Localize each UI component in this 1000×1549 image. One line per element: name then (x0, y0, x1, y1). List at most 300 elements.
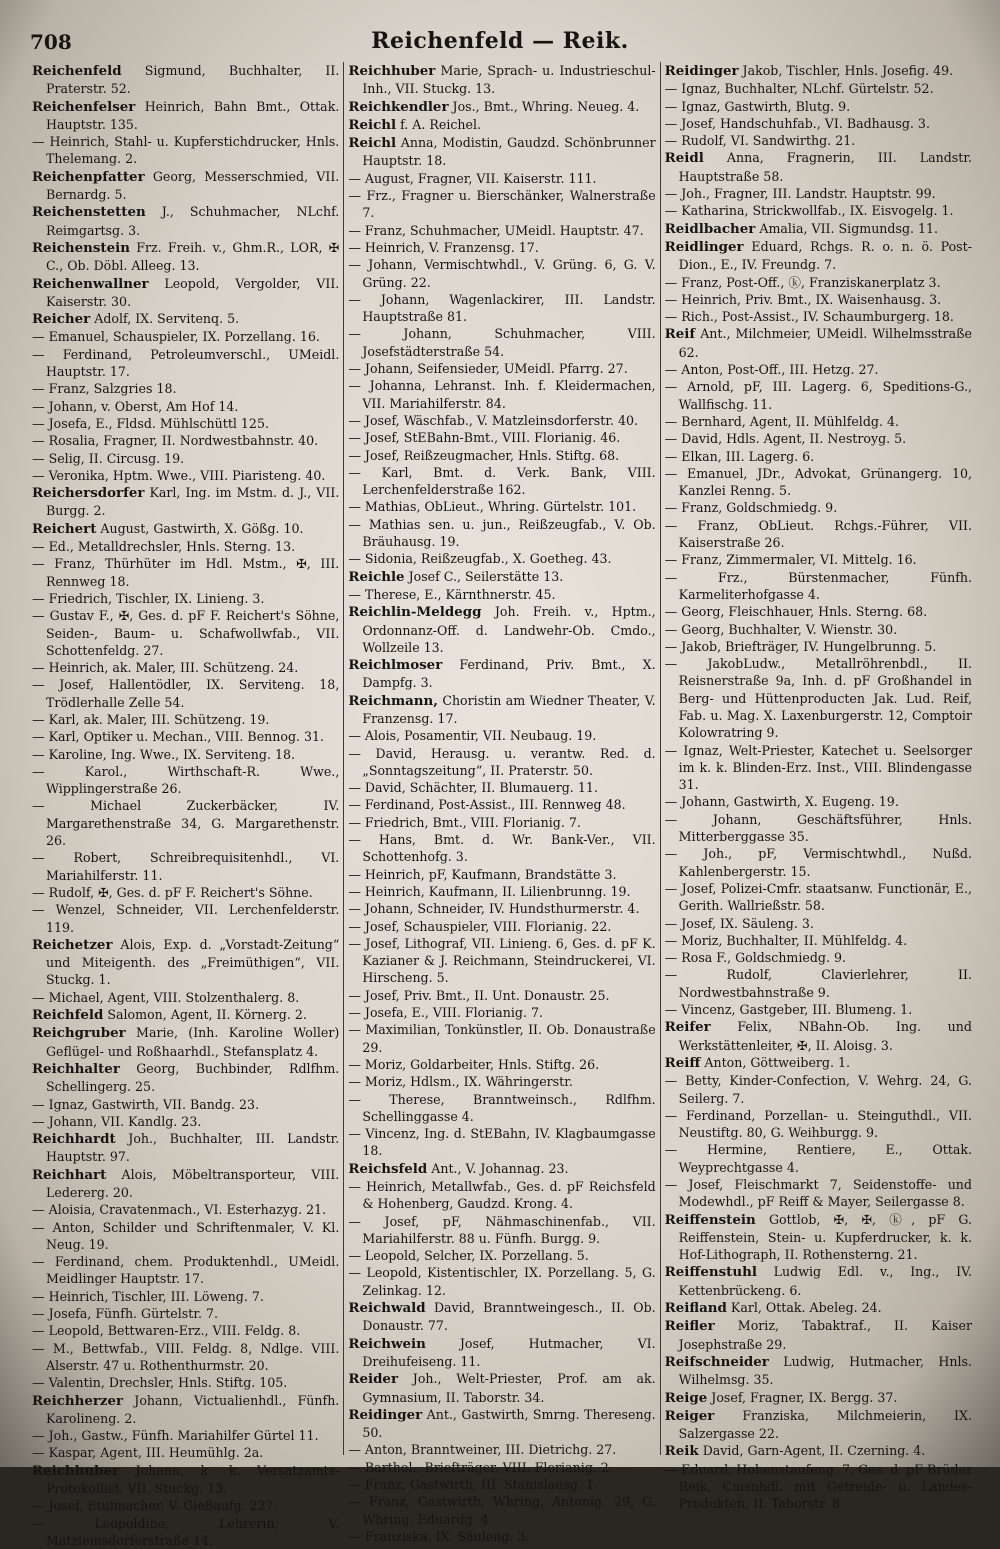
entry-surname: Reichhart (32, 1166, 107, 1183)
directory-entry (348, 603, 655, 656)
directory-entry (665, 378, 972, 413)
entry-text: — David, Hdls. Agent, II. Nestroyg. 5. (664, 431, 907, 447)
entry-text: — Wenzel, Schneider, VII. Lerchenfelderstr. 119. (32, 902, 340, 935)
directory-entry (665, 638, 972, 655)
entry-text: — Georg, Fleischhauer, Hnls. Sterng. 68. (664, 604, 928, 620)
entry-surname: Reichl (348, 135, 397, 152)
directory-entry (348, 1406, 655, 1442)
entry-text: — Josef, Handschuhfab., VI. Badhausg. 3. (664, 115, 930, 131)
entry-surname: Reiffenstein (664, 1211, 756, 1228)
entry-text: — Emanuel, JDr., Advokat, Grünangerg. 10, Kanzlei Renng. 5. (664, 465, 972, 499)
column-middle (343, 62, 659, 1544)
entry-surname: Reichenstetten (32, 204, 146, 221)
entry-surname: Reichl (348, 116, 397, 133)
directory-entry (665, 966, 972, 1001)
directory-entry (665, 98, 972, 115)
entry-text: — Josef, Wäschfab., V. Matzleinsdorferstr. 40. (348, 412, 638, 428)
entry-text: — Franz, Goldschmiedg. 9. (664, 500, 838, 516)
entry-text: Johann, Victualienhdl., Fünfh. Karolineng. 2. (46, 1392, 340, 1426)
entry-text: — Johann, Wagenlackirer, III. Landstr. Hauptstraße 81. (348, 291, 656, 325)
directory-entry (32, 1006, 339, 1024)
directory-entry (665, 949, 972, 966)
page-header (30, 28, 970, 62)
directory-entry (32, 849, 339, 884)
entry-text: — Ignaz, Gastwirth, VII. Bandg. 23. (32, 1096, 260, 1112)
directory-entry (32, 884, 339, 901)
entry-text: Amalia, VII. Sigmundsg. 11. (759, 220, 939, 236)
directory-entry (348, 1160, 655, 1178)
entry-text: — Heinrich, Stahl- u. Kupferstichdrucker, Hnls. Thelemang. 2. (32, 134, 340, 167)
directory-entry (665, 742, 972, 794)
directory-entry (665, 1389, 972, 1407)
directory-entry (665, 1211, 972, 1264)
entry-text: Eduard, Rchgs. R. o. n. ö. Post-Dion., E., IV. Freundg. 7. (678, 238, 972, 273)
entry-surname: Reidlinger (664, 238, 744, 255)
entry-surname: Reichenfelser (32, 98, 136, 115)
directory-entry (32, 1322, 339, 1339)
entry-text: — Heinrich, Kaufmann, II. Lilienbrunng. 19. (348, 883, 631, 899)
entry-text: — JakobLudw., Metallröhrenbdl., II. Reisnerstraße 9a, Inh. d. pF Großhandel in Berg- und Hüttenproducten Jak. Lud. Reif, Fab. u. Mag. X. Laxenburgerstr. 12, Comptoir Kolowratring 9. (664, 656, 972, 741)
directory-entry (32, 168, 339, 204)
entry-text: — Franziska, IX. Säuleng. 3. (348, 1528, 530, 1544)
directory-entry (32, 1201, 339, 1218)
entry-text: Anton, Göttweiberg. 1. (704, 1054, 851, 1070)
directory-entry (348, 1264, 655, 1299)
entry-text: — Josef, Hallentödler, IX. Serviteng. 18, Trödlerhalle Zelle 54. (32, 677, 340, 710)
directory-entry (665, 185, 972, 202)
directory-entry (665, 811, 972, 846)
entry-text: Josef, Fragner, IX. Bergg. 37. (711, 1389, 898, 1405)
directory-entry (348, 656, 655, 692)
entry-surname: Reidlbacher (664, 220, 756, 237)
entry-text: Karl, Ottak. Abeleg. 24. (730, 1300, 882, 1316)
entry-surname: Reichenpfatter (32, 168, 145, 185)
directory-entry (348, 1476, 655, 1493)
entry-surname: Reichetzer (32, 936, 113, 953)
directory-entry (32, 728, 339, 745)
entry-text: — Ignaz, Welt-Priester, Katechet u. Seelsorger im k. k. Blinden-Erz. Inst., VIII. Blindengasse 31. (664, 742, 972, 793)
directory-entry (665, 149, 972, 185)
directory-entry (32, 203, 339, 239)
directory-entry (348, 447, 655, 464)
entry-text: — Moriz, Buchhalter, II. Mühlfeldg. 4. (664, 932, 908, 948)
directory-entry (348, 239, 655, 256)
directory-entry (348, 814, 655, 831)
directory-entry (32, 467, 339, 484)
entry-text: — Ignaz, Buchhalter, NLchf. Gürtelstr. 52. (664, 81, 934, 97)
entry-surname: Reichhardt (32, 1131, 116, 1148)
directory-entry (32, 1374, 339, 1391)
directory-entry (665, 308, 972, 325)
directory-entry (348, 1091, 655, 1126)
entry-text: Frz. Freih. v., Ghm.R., LOR, ✠ C., Ob. Döbl. Alleeg. 13. (46, 239, 340, 274)
entry-surname: Reige (664, 1389, 708, 1406)
entry-text: — Sidonia, Reißzeugfab., X. Goetheg. 43. (348, 551, 612, 567)
entry-surname: Reidinger (348, 1406, 423, 1423)
entry-text: — Rosa F., Goldschmiedg. 9. (664, 950, 847, 966)
entry-text: Georg, Buchbinder, Rdlfhm. Schellingerg. 25. (46, 1060, 340, 1095)
entry-text: David, Garn-Agent, II. Czerning. 4. (702, 1443, 926, 1459)
directory-entry (348, 1370, 655, 1406)
directory-entry (348, 291, 655, 326)
entry-text: — Rich., Post-Assist., IV. Schaumburgerg. 18. (664, 309, 954, 325)
directory-entry (665, 430, 972, 447)
directory-entry (32, 275, 339, 311)
directory-entry (32, 763, 339, 798)
entry-text: — Leopoldine, Lehrerin, V. Matzleinsdorferstraße 14. (32, 1515, 340, 1548)
directory-entry (348, 796, 655, 813)
entry-text: — Johann, v. Oberst, Am Hof 14. (32, 398, 239, 414)
directory-entry (348, 360, 655, 377)
directory-entry (348, 1299, 655, 1335)
entry-text: J., Schuhmacher, NLchf. Reimgartsg. 3. (46, 204, 340, 238)
directory-entry (32, 1060, 339, 1096)
directory-entry (32, 346, 339, 381)
directory-entry (665, 1353, 972, 1389)
entry-text: Joh., Welt-Priester, Prof. am ak. Gymnasium, II. Taborstr. 34. (362, 1371, 656, 1405)
entry-text: — Joh., Fragner, III. Landstr. Hauptstr. 99. (664, 186, 936, 202)
entry-text: — Leopold, Bettwaren-Erz., VIII. Feldg. 8. (32, 1323, 301, 1339)
entry-text: — Johann, Schneider, IV. Hundsthurmerstr. 4. (348, 901, 640, 917)
entry-text: Sigmund, Buchhalter, II. Praterstr. 52. (46, 63, 340, 97)
directory-entry (32, 711, 339, 728)
entry-text: Marie, (Inh. Karoline Woller) Geflügel- und Roßhaarhdl., Stefansplatz 4. (46, 1025, 340, 1059)
directory-entry (348, 1528, 655, 1545)
entry-text: — Vincenz, Ing. d. StEBahn, IV. Klagbaumgasse 18. (348, 1126, 656, 1159)
directory-entry (348, 1021, 655, 1056)
directory-entry (348, 831, 655, 866)
directory-entry (665, 1407, 972, 1443)
entry-text: — Michael, Agent, VIII. Stolzenthalerg. 8. (32, 989, 300, 1005)
directory-entry (665, 1001, 972, 1018)
entry-text: — Valentin, Drechsler, Hnls. Stiftg. 105. (32, 1375, 288, 1391)
entry-surname: Reichlin-Meldegg (348, 604, 482, 621)
directory-entry (348, 256, 655, 291)
entry-text: — Rudolf, ✠, Ges. d. pF F. Reichert's Söhne. (32, 884, 313, 900)
directory-entry (348, 935, 655, 987)
entry-text: — Josefa, E., Fldsd. Mühlschüttl 125. (32, 415, 269, 431)
directory-entry (665, 62, 972, 80)
entry-text: — Mathias sen. u. jun., Reißzeugfab., V. Ob. Bräuhausg. 19. (348, 516, 656, 550)
entry-surname: Reichgruber (32, 1025, 126, 1042)
directory-entry (348, 1335, 655, 1371)
entry-surname: Reichhuber (32, 1462, 120, 1479)
entry-text: — Michael Zuckerbäcker, IV. Margarethenstraße 34, G. Margarethenstr. 26. (32, 798, 340, 849)
directory-entry (32, 1392, 339, 1428)
directory-entry (348, 1441, 655, 1458)
entry-text: — Josefa, Fünfh. Gürtelstr. 7. (32, 1306, 218, 1322)
entry-surname: Reidl (664, 150, 704, 167)
entry-text: — Johann, Schuhmacher, VIII. Josefstädterstraße 54. (348, 326, 656, 359)
directory-entry (32, 797, 339, 849)
entry-text: — Ferdinand, Porzellan- u. Steinguthdl., VII. Neustiftg. 80, G. Weihburgg. 9. (664, 1107, 972, 1141)
entry-text: Joh., Buchhalter, III. Landstr. Hauptstr. 97. (46, 1131, 340, 1165)
directory-entry (665, 1442, 972, 1460)
directory-entry (665, 291, 972, 308)
entry-text: — Josef, Lithograf, VII. Linieng. 6, Ges. d. pF K. Kazianer & J. Reichmann, Steindruckerei, VI. Hirscheng. 5. (348, 935, 656, 986)
entry-surname: Reichle (348, 568, 405, 585)
entry-text: — Ferdinand, chem. Produktenhdl., UMeidl. Meidlinger Hauptstr. 17. (32, 1254, 340, 1287)
entry-surname: Reiger (664, 1407, 715, 1424)
directory-entry (665, 220, 972, 238)
entry-text: — Hans, Bmt. d. Wr. Bank-Ver., VII. Schottenhofg. 3. (348, 832, 656, 865)
entry-text: — Frz., Fragner u. Bierschänker, Walnerstraße 7. (348, 188, 656, 221)
directory-entry (665, 1317, 972, 1353)
directory-entry (665, 793, 972, 810)
entry-text: — Josef, Etuimacher, V. Gießaufg. 227. (32, 1498, 278, 1514)
directory-entry (348, 1493, 655, 1528)
entry-text: — Franz, Post-Off., ⓚ, Franziskanerplatz 3. (664, 274, 941, 290)
directory-entry (348, 62, 655, 98)
entry-text: — Hermine, Rentiere, E., Ottak. Weyprechtgasse 4. (664, 1142, 972, 1175)
directory-entry (665, 274, 972, 291)
entry-text: — Karl, Bmt. d. Verk. Bank, VIII. Lerchenfelderstraße 162. (348, 464, 656, 498)
directory-entry (665, 932, 972, 949)
entry-surname: Reichherzer (32, 1392, 124, 1409)
directory-entry (348, 918, 655, 935)
entry-text: Moriz, Tabaktraf., II. Kaiser Josephstraße 29. (678, 1318, 972, 1352)
directory-entry (32, 310, 339, 328)
directory-entry (665, 361, 972, 378)
directory-entry (32, 1497, 339, 1514)
entry-text: Felix, NBahn-Ob. Ing. und Werkstättenleiter, ✠, II. Aloisg. 3. (678, 1019, 972, 1053)
entry-text: — Ferdinand, Post-Assist., III. Rennweg 48. (348, 797, 626, 813)
entry-text: — Katharina, Strickwollfab., IX. Eisvogelg. 1. (664, 203, 954, 219)
entry-surname: Reif (664, 326, 696, 343)
entry-text: — David, Herausg. u. verantw. Red. d. „Sonntagszeitung“, II. Praterstr. 50. (348, 745, 656, 778)
entry-text: — Josefa, E., VIII. Florianig. 7. (348, 1005, 544, 1021)
entry-surname: Reicher (32, 311, 91, 328)
entry-text: — August, Fragner, VII. Kaiserstr. 111. (348, 170, 597, 186)
entry-text: — Heinrich, pF, Kaufmann, Brandstätte 3. (348, 866, 617, 882)
directory-entry (32, 1427, 339, 1444)
entry-text: August, Gastwirth, X. Gößg. 10. (100, 520, 304, 536)
entry-text: — Rudolf, Clavierlehrer, II. Nordwestbahnstraße 9. (664, 967, 972, 1000)
directory-entry (32, 415, 339, 432)
entry-surname: Reik (664, 1443, 699, 1460)
directory-entry (348, 550, 655, 567)
entry-text: — Johann, Geschäftsführer, Hnls. Mitterberggasse 35. (664, 811, 972, 845)
entry-text: Alois, Exp. d. „Vorstadt-Zeitung“ und Miteigenth. des „Freimüthigen“, VII. Stuckg. 1. (46, 936, 340, 988)
entry-text: — Heinrich, V. Franzensg. 17. (348, 239, 539, 255)
entry-surname: Reidinger (664, 63, 739, 79)
entry-text: — Franz, Thürhüter im Hdl. Mstm., ✠, III. Rennweg 18. (32, 556, 340, 589)
directory-entry (348, 883, 655, 900)
directory-entry (665, 1461, 972, 1513)
directory-entry (348, 516, 655, 551)
entry-text: Franziska, Milchmeierin, IX. Salzergasse 22. (678, 1407, 972, 1442)
entry-text: Anna, Modistin, Gaudzd. Schönbrunner Hauptstr. 18. (362, 135, 656, 169)
entry-text: — Ed., Metalldrechsler, Hnls. Sterng. 13. (32, 539, 296, 555)
directory-entry (348, 170, 655, 187)
entry-text: — Johann, Vermischtwhdl., V. Grüng. 6, G. V. Grüng. 22. (348, 257, 656, 290)
entry-surname: Reichwald (348, 1300, 426, 1317)
entry-text: — Friedrich, Bmt., VIII. Florianig. 7. (348, 814, 581, 830)
directory-entry (32, 432, 339, 449)
entry-text: — Joh., pF, Vermischtwhdl., Nußd. Kahlenbergerstr. 15. (664, 846, 972, 879)
entry-text: — Eduard, Hohenstaufeng. 7, Ges. d. pF Brüder Reik, Cmsnhdl. mit Getreide- u. Landes-Produkten, II. Taborstr. 8. (664, 1461, 972, 1512)
entry-text: — Robert, Schreibrequisitenhdl., VI. Mariahilferstr. 11. (32, 850, 340, 883)
directory-entry (348, 134, 655, 170)
entry-text: — David, Schächter, II. Blumauerg. 11. (348, 780, 598, 796)
entry-text: — Elkan, III. Lagerg. 6. (664, 448, 815, 464)
entry-text: — Mathias, ObLieut., Whring. Gürtelstr. 101. (348, 499, 637, 515)
columns (28, 62, 976, 1548)
directory-entry (32, 1515, 339, 1549)
directory-entry (32, 538, 339, 555)
directory-entry (348, 1056, 655, 1073)
entry-text: — Maximilian, Tonkünstler, II. Ob. Donaustraße 29. (348, 1022, 656, 1055)
entry-text: Ant., Milchmeier, UMeidl. Wilhelmsstraße 62. (678, 326, 972, 360)
entry-surname: Reifschneider (664, 1353, 769, 1370)
directory-entry (348, 1459, 655, 1476)
directory-entry (348, 116, 655, 134)
directory-entry (665, 1107, 972, 1142)
entry-text: — Franz, Gastwirth, Whring. Antonig. 29, G. Whring. Eduardg. 4. (348, 1494, 656, 1527)
running-title: Reichenfeld — Reik. (371, 28, 629, 54)
directory-entry (32, 239, 339, 275)
entry-text: — Josef, Polizei-Cmfr. staatsanw. Functionär, E., Gerith. Wallrießstr. 58. (664, 880, 972, 914)
entry-text: Ludwig Edl. v., Ing., IV. Kettenbrückeng. 6. (678, 1264, 972, 1298)
entry-text: — Rudolf, VI. Sandwirthg. 21. (664, 133, 856, 149)
entry-text: — Josef, IX. Säuleng. 3. (664, 915, 814, 931)
entry-text: Jakob, Tischler, Hnls. Josefig. 49. (742, 63, 954, 78)
directory-entry (32, 989, 339, 1006)
entry-text: Jos., Bmt., Whring. Neueg. 4. (452, 98, 640, 114)
directory-entry (32, 1288, 339, 1305)
directory-entry (32, 607, 339, 659)
entry-surname: Reifland (664, 1300, 727, 1317)
directory-entry (32, 450, 339, 467)
directory-entry (32, 98, 339, 134)
entry-surname: Reichhalter (32, 1060, 120, 1077)
entry-text: — Bernhard, Agent, II. Mühlfeldg. 4. (664, 413, 899, 429)
entry-text: — Moriz, Hdlsm., IX. Währingerstr. (348, 1074, 573, 1090)
entry-text: — Franz, Gastwirth, III. Stanislausg. 1. (348, 1477, 598, 1493)
entry-text: — Josef, Reißzeugmacher, Hnls. Stiftg. 68. (348, 447, 620, 463)
entry-text: Gottlob, ✠, ✠, ⓚ, pF G. Reiffenstein, Stein- u. Kupferdrucker, k. k. Hof-Lithograph, II. Rothensterng. 21. (678, 1211, 972, 1263)
entry-surname: Reiffenstuhl (664, 1264, 757, 1281)
entry-text: — Moriz, Goldarbeiter, Hnls. Stiftg. 26. (348, 1056, 600, 1072)
entry-text: — Franz, Schuhmacher, UMeidl. Hauptstr. 47. (348, 222, 644, 238)
entry-text: — Anton, Schilder und Schriftenmaler, V. Kl. Neug. 19. (32, 1219, 340, 1252)
directory-entry (32, 1340, 339, 1375)
entry-text: — Heinrich, Metallwfab., Ges. d. pF Reichsfeld & Hohenberg, Gaudzd. Krong. 4. (348, 1179, 656, 1212)
directory-entry (348, 1125, 655, 1160)
entry-text: — Anton, Post-Off., III. Hetzg. 27. (664, 362, 879, 378)
entry-text: — Johann, Gastwirth, X. Eugeng. 19. (664, 794, 899, 810)
directory-entry (665, 1299, 972, 1317)
directory-entry (32, 520, 339, 538)
entry-text: — Karl, Optiker u. Mechan., VIII. Bennog. 31. (32, 729, 325, 745)
entry-text: — Heinrich, Priv. Bmt., IX. Waisenhausg. 3. (664, 291, 942, 307)
directory-entry (665, 880, 972, 915)
directory-entry (348, 866, 655, 883)
entry-text: Ferdinand, Priv. Bmt., X. Dampfg. 3. (362, 657, 656, 691)
entry-surname: Reichlmoser (348, 657, 443, 674)
directory-entry (665, 603, 972, 620)
directory-entry (665, 115, 972, 132)
directory-entry (32, 1024, 339, 1060)
directory-entry (665, 621, 972, 638)
directory-entry (665, 517, 972, 552)
entry-text: — Josef, Schauspieler, VIII. Florianig. 22. (348, 918, 612, 934)
directory-entry (32, 1219, 339, 1254)
directory-entry (348, 1073, 655, 1090)
directory-entry (348, 900, 655, 917)
directory-entry (32, 746, 339, 763)
entry-text: — Emanuel, Schauspieler, IX. Porzellang. 16. (32, 329, 320, 345)
directory-entry (665, 413, 972, 430)
entry-surname: Reichert (32, 520, 97, 537)
directory-entry (32, 1096, 339, 1113)
directory-entry (32, 1113, 339, 1130)
directory-entry (348, 727, 655, 744)
entry-text: David, Branntweingesch., II. Ob. Donaustr. 77. (362, 1300, 656, 1334)
directory-entry (348, 1213, 655, 1248)
entry-surname: Reichkendler (348, 98, 449, 115)
entry-text: — Joh., Gastw., Fünfh. Mariahilfer Gürtel 11. (32, 1428, 319, 1444)
entry-text: — Franz, ObLieut. Rchgs.-Führer, VII. Kaiserstraße 26. (664, 517, 972, 551)
directory-entry (32, 484, 339, 520)
entry-text: — Therese, Branntweinsch., Rdlfhm. Schellinggasse 4. (348, 1091, 656, 1124)
directory-entry (348, 498, 655, 515)
directory-entry (665, 569, 972, 604)
directory-entry (348, 1178, 655, 1213)
entry-surname: Reider (348, 1371, 399, 1388)
entry-text: Ant., Gastwirth, Smrng. Thereseng. 50. (362, 1406, 656, 1441)
entry-text: Anna, Fragnerin, III. Landstr. Hauptstraße 58. (678, 150, 972, 184)
entry-text: — Ferdinand, Petroleumverschl., UMeidl. Hauptstr. 17. (32, 346, 340, 380)
entry-text: Salomon, Agent, II. Körnerg. 2. (107, 1007, 307, 1023)
entry-text: Johann, k. k. Versatzamts-Protokollist, VII. Stuckg. 13. (46, 1462, 340, 1497)
entry-text: — M., Bettwfab., VIII. Feldg. 8, Ndlge. VIII. Alserstr. 47 u. Rothenthurmstr. 20. (32, 1340, 340, 1373)
directory-entry (32, 1130, 339, 1166)
entry-surname: Reiff (664, 1054, 701, 1071)
directory-entry (348, 1004, 655, 1021)
entry-text: — Josef, Priv. Bmt., II. Unt. Donaustr. 25. (348, 987, 610, 1003)
entry-text: — Therese, E., Kärnthnerstr. 45. (348, 586, 556, 602)
entry-text: Josef C., Seilerstätte 13. (408, 568, 564, 584)
directory-entry (32, 676, 339, 711)
directory-entry (348, 692, 655, 728)
directory-entry (665, 238, 972, 274)
entry-text: — Franz, Salzgries 18. (32, 381, 177, 397)
directory-entry (665, 655, 972, 741)
entry-text: Georg, Messerschmied, VII. Bernardg. 5. (46, 168, 340, 203)
directory-entry (348, 222, 655, 239)
page-number: 708 (30, 30, 72, 54)
entry-text: Leopold, Vergolder, VII. Kaiserstr. 30. (46, 275, 340, 309)
entry-text: — Aloisia, Cravatenmach., VI. Esterhazyg. 21. (32, 1202, 327, 1218)
entry-text: — Ignaz, Gastwirth, Blutg. 9. (664, 98, 851, 114)
directory-entry (348, 987, 655, 1004)
entry-surname: Reichenfeld (32, 63, 122, 79)
directory-entry (665, 1263, 972, 1299)
entry-text: — Josef, pF, Nähmaschinenfab., VII. Mariahilferstr. 88 u. Fünfh. Burgg. 9. (348, 1213, 656, 1246)
directory-entry (665, 845, 972, 880)
directory-entry (348, 464, 655, 499)
entry-text: Joh. Freih. v., Hptm., Ordonnanz-Off. d. Landwehr-Ob. Cmdo., Wollzeile 13. (362, 604, 656, 655)
entry-surname: Reichenstein (32, 239, 130, 256)
entry-text: — Josef, Fleischmarkt 7, Seidenstoffe- und Modewhdl., pF Reiff & Mayer, Seilergasse 8. (664, 1177, 972, 1210)
directory-entry (32, 1462, 339, 1498)
directory-entry (348, 187, 655, 222)
entry-surname: Reichenwallner (32, 275, 149, 292)
entry-text: — Selig, II. Circusg. 19. (32, 450, 185, 466)
entry-text: f. A. Reichel. (400, 116, 481, 132)
entry-text: — Anton, Branntweiner, III. Dietrichg. 27. (348, 1442, 617, 1458)
